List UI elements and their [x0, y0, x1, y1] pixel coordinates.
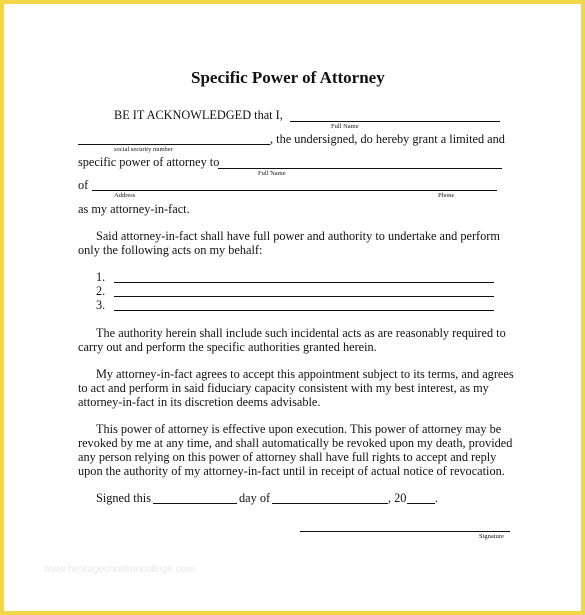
signature-field[interactable]: [300, 531, 510, 532]
act-number: 3.: [96, 298, 106, 312]
document-page: [4, 4, 581, 611]
act-2-field[interactable]: [114, 296, 494, 297]
full-name-label-2: Full Name: [258, 170, 286, 177]
para4-line4: upon the authority of my attorney-in-fact until in receipt of actual notice of revocation.: [78, 464, 505, 478]
phone-label: Phone: [438, 192, 455, 199]
watermark-text: www.heritagechristiancollege.com: [44, 564, 195, 575]
para3-line1: My attorney-in-fact agrees to accept this appointment subject to its terms, and agrees: [96, 367, 514, 381]
para3-line3: attorney-in-fact in its discretion deems advisable.: [78, 395, 321, 409]
year-prefix-text: , 20: [388, 491, 407, 505]
para1-line1: Said attorney-in-fact shall have full power and authority to undertake and perform: [96, 229, 500, 243]
attorney-name-field[interactable]: [218, 168, 502, 169]
act-number: 2.: [96, 284, 106, 298]
undersigned-text: , the undersigned, do hereby grant a limited and: [270, 132, 505, 146]
para4-line1: This power of attorney is effective upon execution. This power of attorney may be: [96, 422, 502, 436]
act-number: 1.: [96, 270, 106, 284]
signed-year-field[interactable]: [407, 503, 435, 504]
signed-day-field[interactable]: [153, 503, 237, 504]
para1-line2: only the following acts on my behalf:: [78, 243, 263, 257]
specific-power-text: specific power of attorney to: [78, 155, 220, 169]
para4-line3: any person relying on this power of attorney shall have full rights to accept and reply: [78, 450, 497, 464]
signed-this-text: Signed this: [96, 491, 151, 505]
full-name-label: Full Name: [331, 123, 359, 130]
act-3-field[interactable]: [114, 310, 494, 311]
para2-line2: carry out and perform the specific authorities granted herein.: [78, 340, 377, 354]
document-title: Specific Power of Attorney: [191, 68, 385, 87]
para3-line2: to act and perform in said fiduciary capacity consistent with my best interest, as my: [78, 381, 489, 395]
para2-line1: The authority herein shall include such incidental acts as are reasonably required to: [96, 326, 506, 340]
signature-label: Signature: [479, 533, 504, 540]
full-name-field[interactable]: [290, 121, 500, 122]
day-of-text: day of: [239, 491, 271, 505]
address-label: Address: [114, 192, 136, 199]
para4-line2: revoked by me at any time, and shall automatically be revoked upon my death, provided: [78, 436, 513, 450]
acknowledged-text: BE IT ACKNOWLEDGED that I,: [114, 108, 283, 122]
ssn-label: social security number: [114, 146, 173, 153]
address-phone-field[interactable]: [92, 190, 497, 191]
ssn-field[interactable]: [78, 144, 270, 145]
signed-period: .: [435, 491, 439, 505]
attorney-in-fact-text: as my attorney-in-fact.: [78, 202, 190, 216]
act-1-field[interactable]: [114, 282, 494, 283]
of-text: of: [78, 178, 89, 192]
signed-month-field[interactable]: [272, 503, 388, 504]
